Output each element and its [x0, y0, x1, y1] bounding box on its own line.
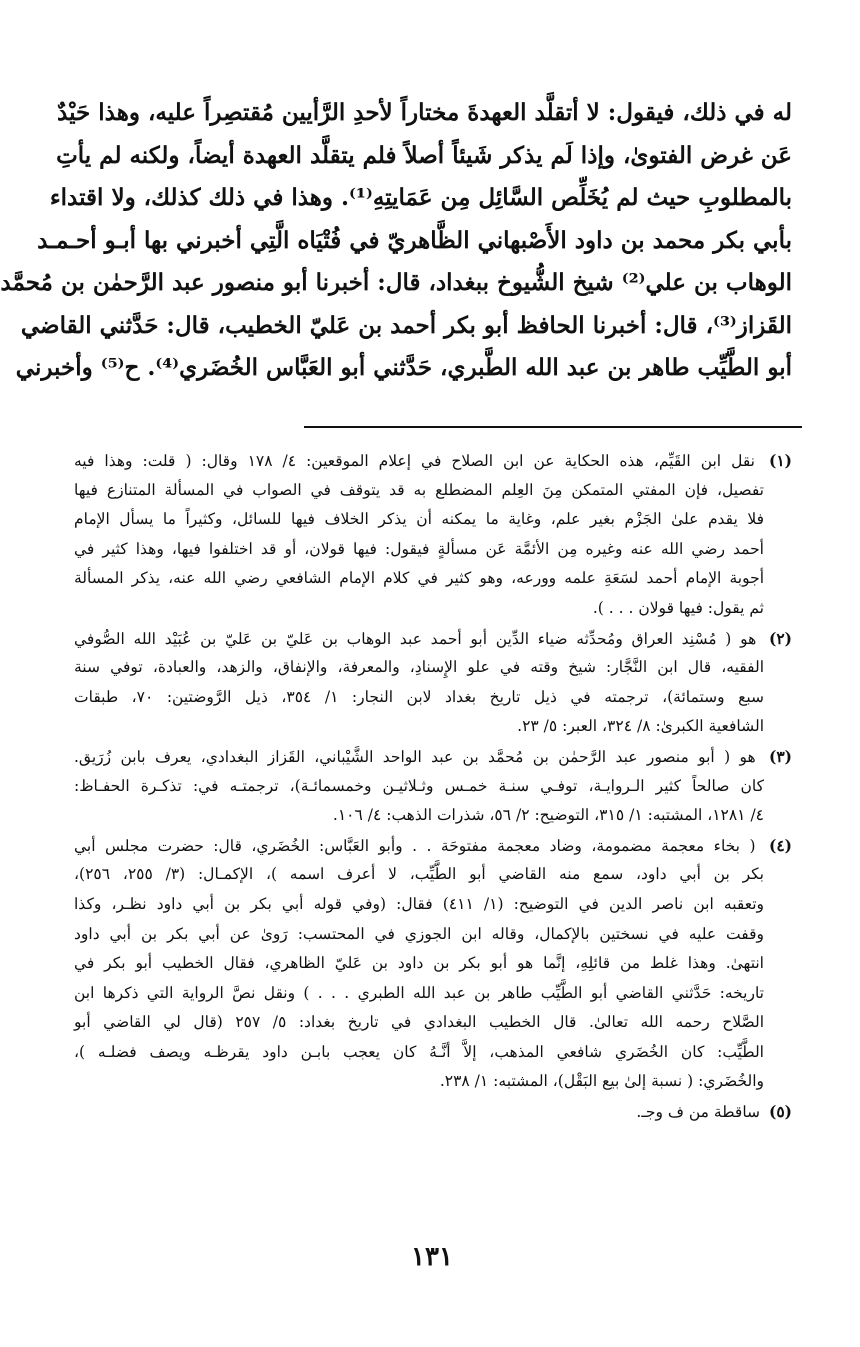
footnote-line: أجوبة الإمام أحمد لسَعَةِ علمه وورعه، وهو كثير في كلام الإمام الشافعي رضي الله عنه، يذكر المسألة [74, 569, 764, 588]
footnote-number: (٣) [768, 746, 792, 766]
footnote-line: انتهىٰ. وهذا غلط من قائلِهِ، إنَّما هو أبو بكر بن داود بن عَليّ الظاهري، فقال الخطيب أبو بكر في [74, 954, 764, 973]
footnote-line: الشافعية الكبرىٰ: ٨/ ٣٢٤، العبر: ٥/ ٢٣. [517, 717, 764, 736]
footnote-text: نقل ابن القَيِّم، هذه الحكاية عن ابن الصلاح في إعلام الموقعين: ٤/ ١٧٨ وقال: ( قلت: وهذا فيه [74, 452, 755, 470]
page-number: ١٣١ [411, 1242, 453, 1272]
main-text-block [0, 92, 792, 390]
footnote-line: فلا يقدم علىٰ الجَزْم بغير علم، وغاية ما يمكنه أن يذكر الخلاف فيها للسائل، وكثيراً ما يسأل الإمام [74, 510, 764, 529]
footnote-line: وتعقبه ابن ناصر الدين في التوضيح: (١/ ٤١١) فقال: (وفي قوله أبي بكر بن أبي داود نظـر، وكذا [74, 894, 764, 913]
main-text-line: له في ذلك، فيقول: لا أتقلَّد العهدةَ مختاراً لأحدِ الرَّأيين مُقتصِراً عليه، وهذا حَيْدٌ [57, 99, 792, 126]
footnote-separator [304, 426, 802, 428]
footnote-line: الطَّيِّب: كان الخُضَري شافعي المذهب، إلاَّ أنَّـهُ كان يعجب بابـن داود يقرظـه ويصف فضلـه )، [74, 1042, 764, 1061]
footnote-line [74, 831, 792, 861]
main-text-line: الوهاب بن علي⁽²⁾ شيخ الشُّيوخ ببغداد، قال: أخبرنا أبو منصور عبد الرَّحمٰن بن مُحمَّد [0, 269, 792, 296]
footnote-line: ٤/ ١٢٨١، المشتبه: ١/ ٣١٥، التوضيح: ٢/ ٥٦، شذرات الذهب: ٤/ ١٠٦. [332, 806, 764, 825]
main-text-line: عَن غرض الفتوىٰ، وإذا لَم يذكر شَيئاً أصلاً فلم يتقلَّد العهدة أيضاً، ولكنه لم يأتِ [56, 141, 792, 169]
footnote-line: أحمد رضي الله عنه وغيره مِن الأئمَّة عَن مسألةٍ فيقول: فيها قولان، أو قد اختلفوا فيها، وهذا كثير في [74, 539, 764, 558]
footnote-number: (١) [769, 451, 793, 470]
footnote-line: الصَّلاح رحمه الله تعالىٰ. قال الخطيب البغدادي في تاريخ بغداد: ٥/ ٢٥٧ (قال لي القاضي أبو [74, 1013, 764, 1032]
footnote-line: تاريخه: حَدَّثني القاضي أبو الطَّيِّب طاهر بن عبد الله الطبري . . . ) ونقل نصَّ الرواية التي ذكرها ابن [74, 983, 764, 1002]
footnote-text: هو ( أبو منصور عبد الرَّحمٰن بن مُحمَّد بن عبد الواحد الشَّيْباني، القَزاز البغدادي، يعرف بابن زُرَيق. [74, 747, 756, 766]
footnote-line: كان صالحاً كثير الـروايـة، توفـي سنـة خمـس وثـلاثيـن وخمسمائـة)، ترجمتـه في: تذكـرة الحفـاظ: [74, 776, 764, 795]
footnote-line [74, 446, 792, 476]
footnote-line: بكر بن أبي داود، سمع منه القاضي أبو الطَّيِّب، لا أعرف اسمه )، الإكمـال: (٣/ ٢٥٥، ٢٥٦)، [74, 865, 764, 884]
footnote-number: (٢) [768, 628, 792, 648]
footnote-line: والخُضَري: ( نسبة إلىٰ بيع البَقْل)، المشتبه: ١/ ٢٣٨. [439, 1072, 764, 1091]
footnote-line: وقفت عليه في نسختين بالإكمال، وقاله ابن الجوزي في المحتسب: رَوىٰ عن أبي بكر بن أبي داود [74, 924, 764, 943]
main-text-line: بأبي بكر محمد بن داود الأَصْبهاني الظَّاهريّ في فُتْيَاه الَّتِي أخبرني بها أبـو أحـمـد [37, 226, 792, 254]
footnote-line: الفقيه، قال ابن النَّجَّار: شيخ وقته في علو الإِسنادِ، والمعرفة، والإنفاق، والزهد، والعبادة، توفي سنة [74, 658, 764, 677]
footnote-number: (٥) [768, 1102, 792, 1122]
footnotes-block [74, 446, 792, 1127]
footnote-number: (٤) [768, 835, 792, 855]
main-text-line: أبو الطَّيِّب طاهر بن عبد الله الطَّبري، حَدَّثني أبو العَبَّاس الخُضَري⁽⁴⁾. ح⁽⁵⁾ وأخبرني [15, 354, 792, 381]
main-text-line: القَزاز⁽³⁾، قال: أخبرنا الحافظ أبو بكر أحمد بن عَليّ الخطيب، قال: حَدَّثني القاضي [20, 311, 792, 339]
footnote-line [74, 742, 792, 772]
footnote-line: سبع وستمائة)، ترجمته في ذيل تاريخ بغداد لابن النجار: ١/ ٣٥٤، ذيل الرَّوضتين: ٧٠، طبقات [74, 687, 765, 706]
footnote-text: هو ( مُسْنِد العراق ومُحدِّثه ضياء الدِّين أبو أحمد عبد الوهاب بن عَليّ بن عَليّ بن عُبَيْد الله الصُّوفي [74, 629, 757, 648]
footnote-line: تفصيل، فإن المفتي المتمكن مِنَ العِلم المضطلع به قد يتوقف في الصواب في المسألة المتنازع فيها [74, 480, 764, 499]
footnote-text: ( بخاء معجمة مضمومة، وضاد معجمة مفتوحَة . . وأبو العَبَّاس: الخُضَري، قال: حضرت مجلس أبي [74, 836, 756, 855]
footnote-line [74, 1097, 792, 1127]
footnote-text: ساقطة من ف وجـ. [636, 1103, 761, 1122]
main-text-line: بالمطلوبِ حيث لم يُخَلِّص السَّائِل مِن عَمَايتِهِ⁽¹⁾. وهذا في ذلك كذلك، ولا اقتداء [49, 184, 792, 211]
footnote-line [74, 624, 792, 654]
footnote-line: ثم يقول: فيها قولان . . . ). [592, 598, 764, 617]
